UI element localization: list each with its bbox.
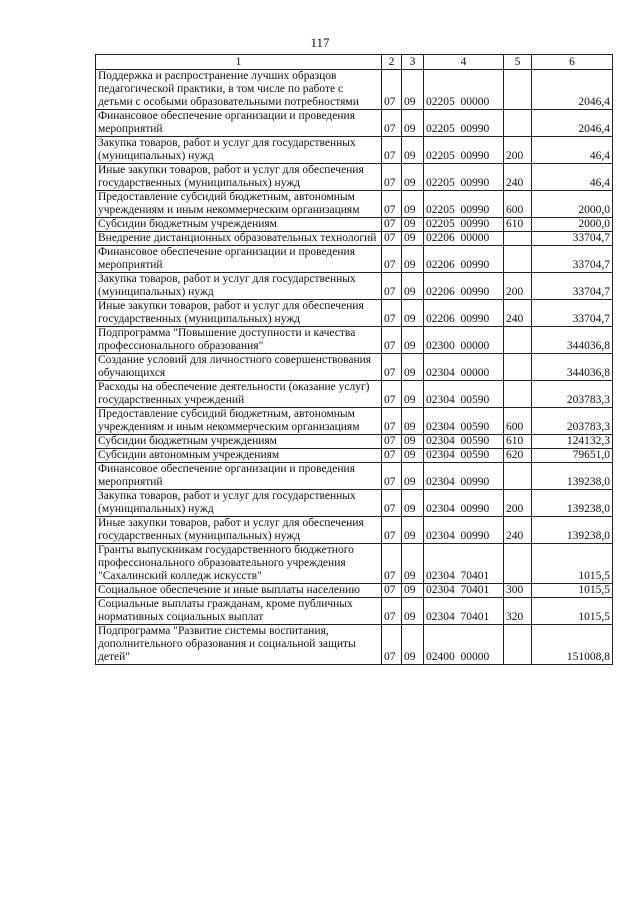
row-target-article: 02205 00990: [424, 218, 504, 232]
row-section: 07: [382, 435, 402, 449]
row-name: Иные закупки товаров, работ и услуг для обеспечения государственных (муниципальных) нужд: [96, 164, 382, 191]
row-subsection: 09: [402, 408, 424, 435]
row-subsection: 09: [402, 246, 424, 273]
row-amount: 2046,4: [532, 110, 613, 137]
row-subsection: 09: [402, 218, 424, 232]
row-amount: 2000,0: [532, 191, 613, 218]
row-subsection: 09: [402, 517, 424, 544]
row-target-article: 02304 00990: [424, 517, 504, 544]
row-target-article: 02206 00990: [424, 300, 504, 327]
row-amount: 124132,3: [532, 435, 613, 449]
header-row: [96, 55, 613, 70]
table-row: [96, 110, 613, 137]
row-expense-type: 620: [504, 449, 532, 463]
table-row: [96, 517, 613, 544]
row-expense-type: [504, 232, 532, 246]
column-header: 5: [504, 55, 532, 70]
row-expense-type: 600: [504, 408, 532, 435]
table-row: [96, 354, 613, 381]
row-section: 07: [382, 584, 402, 598]
row-section: 07: [382, 490, 402, 517]
row-section: 07: [382, 191, 402, 218]
row-section: 07: [382, 232, 402, 246]
row-amount: 151008,8: [532, 625, 613, 665]
row-expense-type: [504, 463, 532, 490]
row-subsection: 09: [402, 381, 424, 408]
row-section: 07: [382, 246, 402, 273]
row-expense-type: [504, 625, 532, 665]
row-amount: 33704,7: [532, 273, 613, 300]
row-target-article: 02304 70401: [424, 544, 504, 584]
row-subsection: 09: [402, 598, 424, 625]
row-subsection: 09: [402, 490, 424, 517]
row-amount: 33704,7: [532, 232, 613, 246]
row-amount: 79651,0: [532, 449, 613, 463]
row-subsection: 09: [402, 137, 424, 164]
row-subsection: 09: [402, 449, 424, 463]
row-section: 07: [382, 625, 402, 665]
row-name: Финансовое обеспечение организации и проведения мероприятий: [96, 246, 382, 273]
row-section: 07: [382, 137, 402, 164]
table-row: [96, 544, 613, 584]
row-expense-type: 200: [504, 137, 532, 164]
row-amount: 2000,0: [532, 218, 613, 232]
row-expense-type: 300: [504, 584, 532, 598]
table-row: [96, 381, 613, 408]
row-section: 07: [382, 70, 402, 110]
table-row: [96, 70, 613, 110]
row-amount: 344036,8: [532, 354, 613, 381]
row-expense-type: 610: [504, 435, 532, 449]
row-target-article: 02206 00990: [424, 273, 504, 300]
row-section: 07: [382, 218, 402, 232]
row-amount: 203783,3: [532, 408, 613, 435]
row-amount: 203783,3: [532, 381, 613, 408]
page-number: 117: [310, 35, 330, 50]
table-row: [96, 435, 613, 449]
table-row: [96, 490, 613, 517]
table-row: [96, 232, 613, 246]
row-name: Поддержка и распространение лучших образцов педагогической практики, в том числе по работе с детьми с особыми образовательными потребностями: [96, 70, 382, 110]
table-row: [96, 625, 613, 665]
row-expense-type: 240: [504, 517, 532, 544]
table-row: [96, 246, 613, 273]
row-target-article: 02304 00590: [424, 435, 504, 449]
row-expense-type: [504, 70, 532, 110]
row-name: Иные закупки товаров, работ и услуг для обеспечения государственных (муниципальных) нужд: [96, 300, 382, 327]
column-header: 1: [96, 55, 382, 70]
row-amount: 139238,0: [532, 490, 613, 517]
table-row: [96, 191, 613, 218]
row-name: Внедрение дистанционных образовательных технологий: [96, 232, 382, 246]
row-subsection: 09: [402, 164, 424, 191]
row-section: 07: [382, 327, 402, 354]
row-name: Финансовое обеспечение организации и проведения мероприятий: [96, 110, 382, 137]
row-expense-type: [504, 246, 532, 273]
row-name: Субсидии автономным учреждениям: [96, 449, 382, 463]
row-name: Создание условий для личностного совершенствования обучающихся: [96, 354, 382, 381]
row-amount: 33704,7: [532, 300, 613, 327]
row-section: 07: [382, 598, 402, 625]
row-subsection: 09: [402, 327, 424, 354]
row-expense-type: [504, 354, 532, 381]
row-amount: 1015,5: [532, 598, 613, 625]
row-target-article: 02304 00990: [424, 463, 504, 490]
row-subsection: 09: [402, 273, 424, 300]
table-row: [96, 300, 613, 327]
row-subsection: 09: [402, 300, 424, 327]
row-target-article: 02206 00000: [424, 232, 504, 246]
row-subsection: 09: [402, 354, 424, 381]
row-section: 07: [382, 449, 402, 463]
table-row: [96, 584, 613, 598]
row-expense-type: 200: [504, 490, 532, 517]
row-section: 07: [382, 463, 402, 490]
row-subsection: 09: [402, 110, 424, 137]
row-amount: 46,4: [532, 137, 613, 164]
row-name: Социальное обеспечение и иные выплаты населению: [96, 584, 382, 598]
row-section: 07: [382, 408, 402, 435]
row-section: 07: [382, 544, 402, 584]
column-header: 2: [382, 55, 402, 70]
row-expense-type: [504, 544, 532, 584]
row-subsection: 09: [402, 584, 424, 598]
row-target-article: 02205 00990: [424, 164, 504, 191]
row-target-article: 02400 00000: [424, 625, 504, 665]
row-name: Финансовое обеспечение организации и проведения мероприятий: [96, 463, 382, 490]
row-subsection: 09: [402, 625, 424, 665]
table-row: [96, 137, 613, 164]
row-section: 07: [382, 300, 402, 327]
row-expense-type: [504, 381, 532, 408]
row-subsection: 09: [402, 435, 424, 449]
row-name: Гранты выпускникам государственного бюджетного профессионального образовательного учреждения "Сахалинский колледж искусств": [96, 544, 382, 584]
row-subsection: 09: [402, 232, 424, 246]
row-name: Подпрограмма "Развитие системы воспитания, дополнительного образования и социальной защиты детей": [96, 625, 382, 665]
row-amount: 1015,5: [532, 544, 613, 584]
table-row: [96, 218, 613, 232]
row-target-article: 02304 00000: [424, 354, 504, 381]
row-expense-type: 610: [504, 218, 532, 232]
row-expense-type: [504, 327, 532, 354]
row-expense-type: 320: [504, 598, 532, 625]
row-amount: 46,4: [532, 164, 613, 191]
table-row: [96, 164, 613, 191]
row-target-article: 02205 00990: [424, 191, 504, 218]
row-target-article: 02300 00000: [424, 327, 504, 354]
row-amount: 33704,7: [532, 246, 613, 273]
row-name: Закупка товаров, работ и услуг для государственных (муниципальных) нужд: [96, 137, 382, 164]
table-row: [96, 408, 613, 435]
row-name: Закупка товаров, работ и услуг для государственных (муниципальных) нужд: [96, 273, 382, 300]
row-target-article: 02206 00990: [424, 246, 504, 273]
row-target-article: 02304 00590: [424, 408, 504, 435]
row-name: Иные закупки товаров, работ и услуг для обеспечения государственных (муниципальных) нужд: [96, 517, 382, 544]
row-section: 07: [382, 381, 402, 408]
row-expense-type: 240: [504, 164, 532, 191]
row-section: 07: [382, 164, 402, 191]
row-expense-type: [504, 110, 532, 137]
row-name: Закупка товаров, работ и услуг для государственных (муниципальных) нужд: [96, 490, 382, 517]
row-name: Расходы на обеспечение деятельности (оказание услуг) государственных учреждений: [96, 381, 382, 408]
row-name: Субсидии бюджетным учреждениям: [96, 435, 382, 449]
row-name: Подпрограмма "Повышение доступности и качества профессионального образования": [96, 327, 382, 354]
column-header: 3: [402, 55, 424, 70]
row-amount: 139238,0: [532, 517, 613, 544]
row-target-article: 02304 00590: [424, 381, 504, 408]
row-target-article: 02304 70401: [424, 584, 504, 598]
row-name: Предоставление субсидий бюджетным, автономным учреждениям и иным некоммерческим организациям: [96, 408, 382, 435]
row-section: 07: [382, 110, 402, 137]
row-expense-type: 200: [504, 273, 532, 300]
row-name: Социальные выплаты гражданам, кроме публичных нормативных социальных выплат: [96, 598, 382, 625]
row-subsection: 09: [402, 544, 424, 584]
row-section: 07: [382, 517, 402, 544]
row-subsection: 09: [402, 70, 424, 110]
row-name: Предоставление субсидий бюджетным, автономным учреждениям и иным некоммерческим организациям: [96, 191, 382, 218]
row-target-article: 02304 00990: [424, 490, 504, 517]
row-amount: 2046,4: [532, 70, 613, 110]
row-amount: 344036,8: [532, 327, 613, 354]
row-target-article: 02205 00990: [424, 110, 504, 137]
table-row: [96, 449, 613, 463]
row-section: 07: [382, 273, 402, 300]
row-expense-type: 240: [504, 300, 532, 327]
row-expense-type: 600: [504, 191, 532, 218]
row-target-article: 02304 00590: [424, 449, 504, 463]
row-subsection: 09: [402, 463, 424, 490]
column-header: 4: [424, 55, 504, 70]
row-subsection: 09: [402, 191, 424, 218]
table-row: [96, 598, 613, 625]
table-row: [96, 327, 613, 354]
row-amount: 1015,5: [532, 584, 613, 598]
column-header: 6: [532, 55, 613, 70]
row-name: Субсидии бюджетным учреждениям: [96, 218, 382, 232]
row-amount: 139238,0: [532, 463, 613, 490]
table-row: [96, 273, 613, 300]
row-target-article: 02205 00990: [424, 137, 504, 164]
row-section: 07: [382, 354, 402, 381]
budget-table: [95, 54, 613, 665]
table-row: [96, 463, 613, 490]
row-target-article: 02304 70401: [424, 598, 504, 625]
row-target-article: 02205 00000: [424, 70, 504, 110]
